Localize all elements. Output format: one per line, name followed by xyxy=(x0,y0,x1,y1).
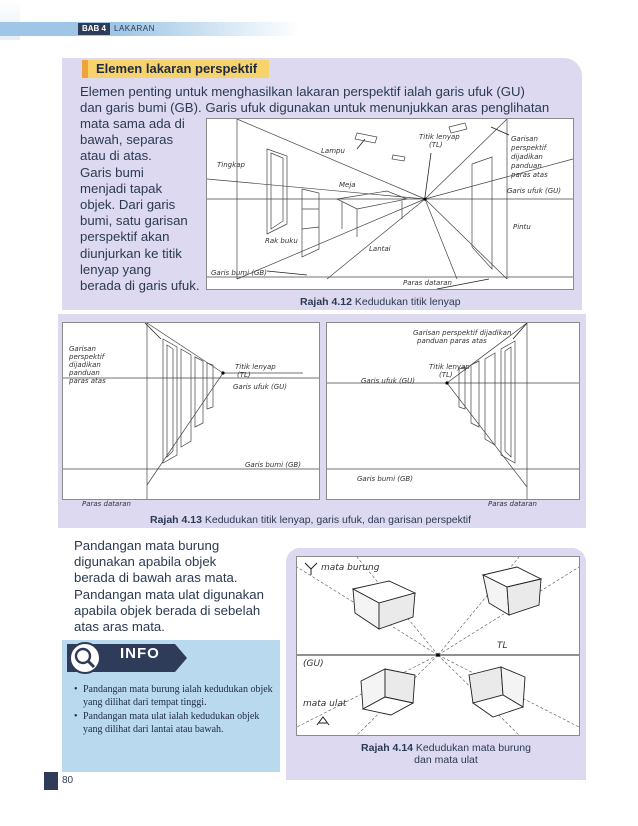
label-meja: Meja xyxy=(339,181,356,189)
garisan-line: perspektif xyxy=(69,353,105,361)
label-rak-buku: Rak buku xyxy=(265,237,298,245)
label-lantai: Lantai xyxy=(369,245,391,253)
figure-4-12 xyxy=(206,118,574,290)
corridor-right-drawing xyxy=(327,323,579,499)
label-garis-ufuk-left: Garis ufuk (GU) xyxy=(233,383,288,391)
intro-left-line: Garis bumi xyxy=(80,164,144,180)
label-tl: (TL) xyxy=(429,141,443,149)
birdseye-line: atas aras mata. xyxy=(74,619,165,635)
label-tl: TL xyxy=(497,641,508,651)
intro-left-line: lenyap yang xyxy=(80,261,152,277)
label-lampu: Lampu xyxy=(321,147,345,155)
birdseye-line: Pandangan mata ulat digunakan xyxy=(74,586,264,602)
birdseye-line: berada di bawah aras mata. xyxy=(74,570,238,586)
figure-4-13-right xyxy=(326,322,580,500)
label-tl-left: (TL) xyxy=(237,371,251,379)
label-mata-burung: mata burung xyxy=(321,563,380,573)
label-titik-lenyap-left: Titik lenyap xyxy=(235,363,276,371)
intro-left-line: diunjurkan ke titik xyxy=(80,245,182,261)
label-paras-atas: paras atas xyxy=(511,171,548,179)
section-title: Elemen lakaran perspektif xyxy=(82,60,269,78)
label-perspektif: perspektif xyxy=(511,144,547,152)
label-titik-lenyap-right: Titik lenyap xyxy=(429,363,470,371)
chapter-number: BAB 4 xyxy=(78,23,110,35)
caption-4-12 xyxy=(300,296,461,308)
intro-left-line: mata sama ada di xyxy=(80,116,185,131)
caption-text: Kedudukan titik lenyap xyxy=(354,296,461,308)
garisan-line: panduan xyxy=(69,369,100,377)
info-item: • Pandangan mata burung ialah kedudukan objek yang dilihat dari tempat tinggi. xyxy=(74,684,274,709)
garisan-line: Garisan xyxy=(69,345,96,353)
magnifier-icon xyxy=(67,644,97,674)
label-garis-bumi: Garis bumi (GB) xyxy=(211,269,267,277)
label-paras-dataran-left: Paras dataran xyxy=(82,500,131,508)
caption-4-13 xyxy=(150,514,471,526)
label-gu: (GU) xyxy=(303,659,324,669)
label-garisan-left xyxy=(69,345,106,385)
label-garis-bumi-right: Garis bumi (GB) xyxy=(357,475,413,483)
chapter-title: LAKARAN xyxy=(114,24,155,33)
label-garisan: Garisan xyxy=(511,135,538,143)
label-paras-dataran: Paras dataran xyxy=(403,279,452,287)
birdseye-line: Pandangan mata burung xyxy=(74,538,220,553)
birdseye-text xyxy=(74,538,294,635)
intro-left-line: bumi, satu garisan xyxy=(80,213,188,229)
caption-number: Rajah 4.12 xyxy=(300,296,352,308)
label-garisan-right-1: Garisan perspektif dijadikan xyxy=(413,329,512,337)
intro-left-line: bawah, separas xyxy=(80,132,174,148)
label-paras-dataran-right: Paras dataran xyxy=(488,500,537,508)
info-title: INFO xyxy=(120,645,160,662)
garisan-line: paras atas xyxy=(69,377,106,385)
caption-text: Kedudukan titik lenyap, garis ufuk, dan garisan perspektif xyxy=(204,514,472,526)
intro-left-column xyxy=(80,116,210,294)
label-tingkap: Tingkap xyxy=(217,161,245,169)
caption-number: Rajah 4.13 xyxy=(150,514,202,526)
intro-line-1: Elemen penting untuk menghasilkan lakaran perspektif ialah garis ufuk (GU) xyxy=(80,84,525,99)
label-garis-ufuk-right: Garis ufuk (GU) xyxy=(361,377,416,385)
label-pintu: Pintu xyxy=(513,223,531,231)
info-item: • Pandangan mata ulat ialah kedudukan objek yang dilihat dari lantai atau bawah. xyxy=(74,711,274,736)
label-garisan-right-2: panduan paras atas xyxy=(417,337,487,345)
label-garis-bumi-left: Garis bumi (GB) xyxy=(245,461,301,469)
caption-text: Kedudukan mata burung xyxy=(415,742,531,754)
caption-number: Rajah 4.14 xyxy=(361,742,413,754)
page-number: 80 xyxy=(62,775,74,786)
label-tl-right: (TL) xyxy=(439,371,453,379)
figure-4-14 xyxy=(296,556,580,736)
label-panduan: panduan xyxy=(511,162,542,170)
intro-left-line: menjadi tapak xyxy=(80,180,163,196)
intro-left-line: berada di garis ufuk. xyxy=(80,278,200,294)
intro-line-2: dan garis bumi (GB). Garis ufuk digunakan untuk menunjukkan aras penglihatan xyxy=(80,100,550,115)
info-list xyxy=(74,684,274,738)
label-titik-lenyap: Titik lenyap xyxy=(419,133,460,141)
figure-4-13-left xyxy=(62,322,320,500)
intro-left-line: perspektif akan xyxy=(80,229,170,245)
caption-4-14 xyxy=(336,742,556,766)
caption-text-2: dan mata ulat xyxy=(414,754,478,766)
birdseye-line: apabila objek berada di sebelah xyxy=(74,602,261,618)
label-mata-ulat: mata ulat xyxy=(303,699,347,709)
intro-left-line: objek. Dari garis xyxy=(80,197,176,213)
label-dijadikan: dijadikan xyxy=(511,153,543,161)
intro-left-line: atau di atas. xyxy=(80,148,152,164)
birdseye-line: digunakan apabila objek xyxy=(74,554,217,570)
label-garis-ufuk: Garis ufuk (GU) xyxy=(507,187,562,195)
page-number-marker xyxy=(44,772,58,790)
garisan-line: dijadikan xyxy=(69,361,101,369)
